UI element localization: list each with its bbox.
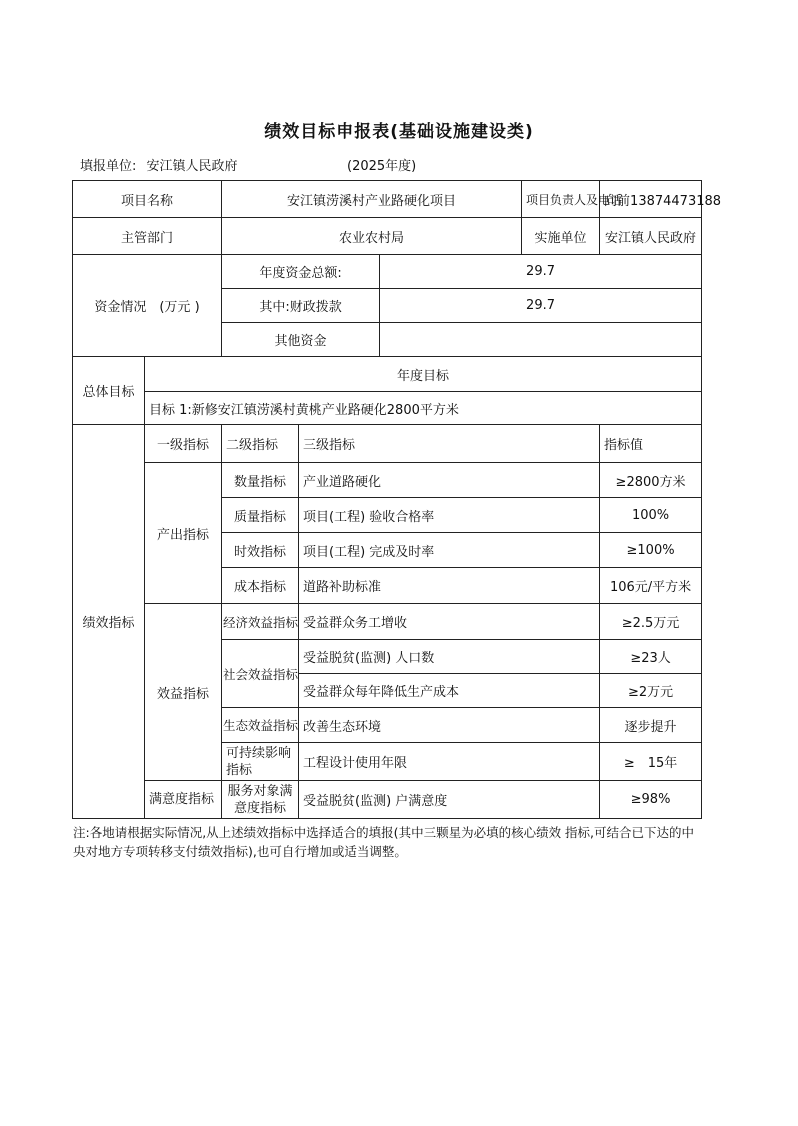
funds-total-row [73, 255, 702, 289]
project-name-label: 项目名称 [73, 181, 222, 218]
economic-value: ≥2.5万元 [600, 604, 702, 640]
funds-fiscal-value: 29.7 [380, 289, 702, 323]
output-level3: 产业道路硬化 [299, 463, 600, 498]
output-level2: 质量指标 [222, 498, 299, 533]
project-owner-value: 向前13874473188 [600, 181, 702, 218]
project-name-value: 安江镇涝溪村产业路硬化项目 [222, 181, 522, 218]
output-level2: 时效指标 [222, 533, 299, 568]
output-value: ≥100% [600, 533, 702, 568]
project-owner-label: 项目负责人及电话 [522, 181, 600, 218]
output-value: ≥2800方米 [600, 463, 702, 498]
level2-header: 二级指标 [222, 425, 299, 463]
reporting-unit [80, 155, 238, 174]
overall-target-label: 总体目标 [73, 357, 145, 425]
sustain-value: ≥ 15年 [600, 743, 702, 781]
department-label: 主管部门 [73, 218, 222, 255]
footnote: 注:各地请根据实际情况,从上述绩效指标中选择适合的填报(其中三颗星为必填的核心绩效 指标,可结合已下达的中央对地方专项转移支付绩效指标),也可自行增加或适当调整。 [73, 825, 695, 859]
ecology-level2: 生态效益指标 [222, 708, 299, 743]
funds-fiscal-label: 其中:财政拨款 [222, 289, 380, 323]
annual-target-goal: 目标 1:新修安江镇涝溪村黄桃产业路硬化2800平方米 [145, 392, 702, 425]
overall-goal-row [73, 392, 702, 425]
performance-form-table [72, 180, 722, 819]
output-indicator-label: 产出指标 [145, 463, 222, 604]
overall-annual-row [73, 357, 702, 392]
value-header: 指标值 [600, 425, 702, 463]
indicator-header-row [73, 425, 702, 463]
output-row [73, 463, 702, 498]
reporting-unit-label: 填报单位: [80, 159, 137, 174]
funds-label: 资金情况 (万元 ) [73, 255, 222, 357]
output-value: 100% [600, 498, 702, 533]
reporting-unit-value: 安江镇人民政府 [146, 159, 238, 174]
satisfaction-value: ≥98% [600, 781, 702, 819]
satisfaction-level2: 服务对象满意度指标 [222, 781, 299, 819]
satisfaction-level3: 受益脱贫(监测) 户满意度 [299, 781, 600, 819]
funds-total-label: 年度资金总额: [222, 255, 380, 289]
sustain-level2: 可持续影响指标 [222, 743, 299, 781]
social-level2: 社会效益指标 [222, 640, 299, 708]
output-level2: 成本指标 [222, 568, 299, 604]
output-level2: 数量指标 [222, 463, 299, 498]
report-year: (2025年度) [347, 159, 417, 174]
implementing-unit-label: 实施单位 [522, 218, 600, 255]
sustain-level3: 工程设计使用年限 [299, 743, 600, 781]
department-row [73, 218, 702, 255]
social-level3: 受益群众每年降低生产成本 [299, 674, 600, 708]
funds-other-value [380, 323, 702, 357]
benefit-economic-row [73, 604, 702, 640]
page-title: 绩效目标申报表(基础设施建设类) [264, 122, 534, 142]
project-name-row [73, 181, 702, 218]
funds-total-value: 29.7 [380, 255, 702, 289]
ecology-level3: 改善生态环境 [299, 708, 600, 743]
economic-level2: 经济效益指标 [222, 604, 299, 640]
social-level3: 受益脱贫(监测) 人口数 [299, 640, 600, 674]
output-level3: 项目(工程) 验收合格率 [299, 498, 600, 533]
output-value: 106元/平方米 [600, 568, 702, 604]
department-value: 农业农村局 [222, 218, 522, 255]
satisfaction-row [73, 781, 702, 819]
economic-level3: 受益群众务工增收 [299, 604, 600, 640]
output-level3: 道路补助标准 [299, 568, 600, 604]
output-level3: 项目(工程) 完成及时率 [299, 533, 600, 568]
annual-target-label: 年度目标 [145, 357, 702, 392]
funds-other-label: 其他资金 [222, 323, 380, 357]
satisfaction-level1: 满意度指标 [145, 781, 222, 819]
performance-indicator-label: 绩效指标 [73, 425, 145, 819]
benefit-indicator-label: 效益指标 [145, 604, 222, 781]
social-value: ≥2万元 [600, 674, 702, 708]
level1-header: 一级指标 [145, 425, 222, 463]
ecology-value: 逐步提升 [600, 708, 702, 743]
implementing-unit-value: 安江镇人民政府 [600, 218, 702, 255]
level3-header: 三级指标 [299, 425, 600, 463]
social-value: ≥23人 [600, 640, 702, 674]
